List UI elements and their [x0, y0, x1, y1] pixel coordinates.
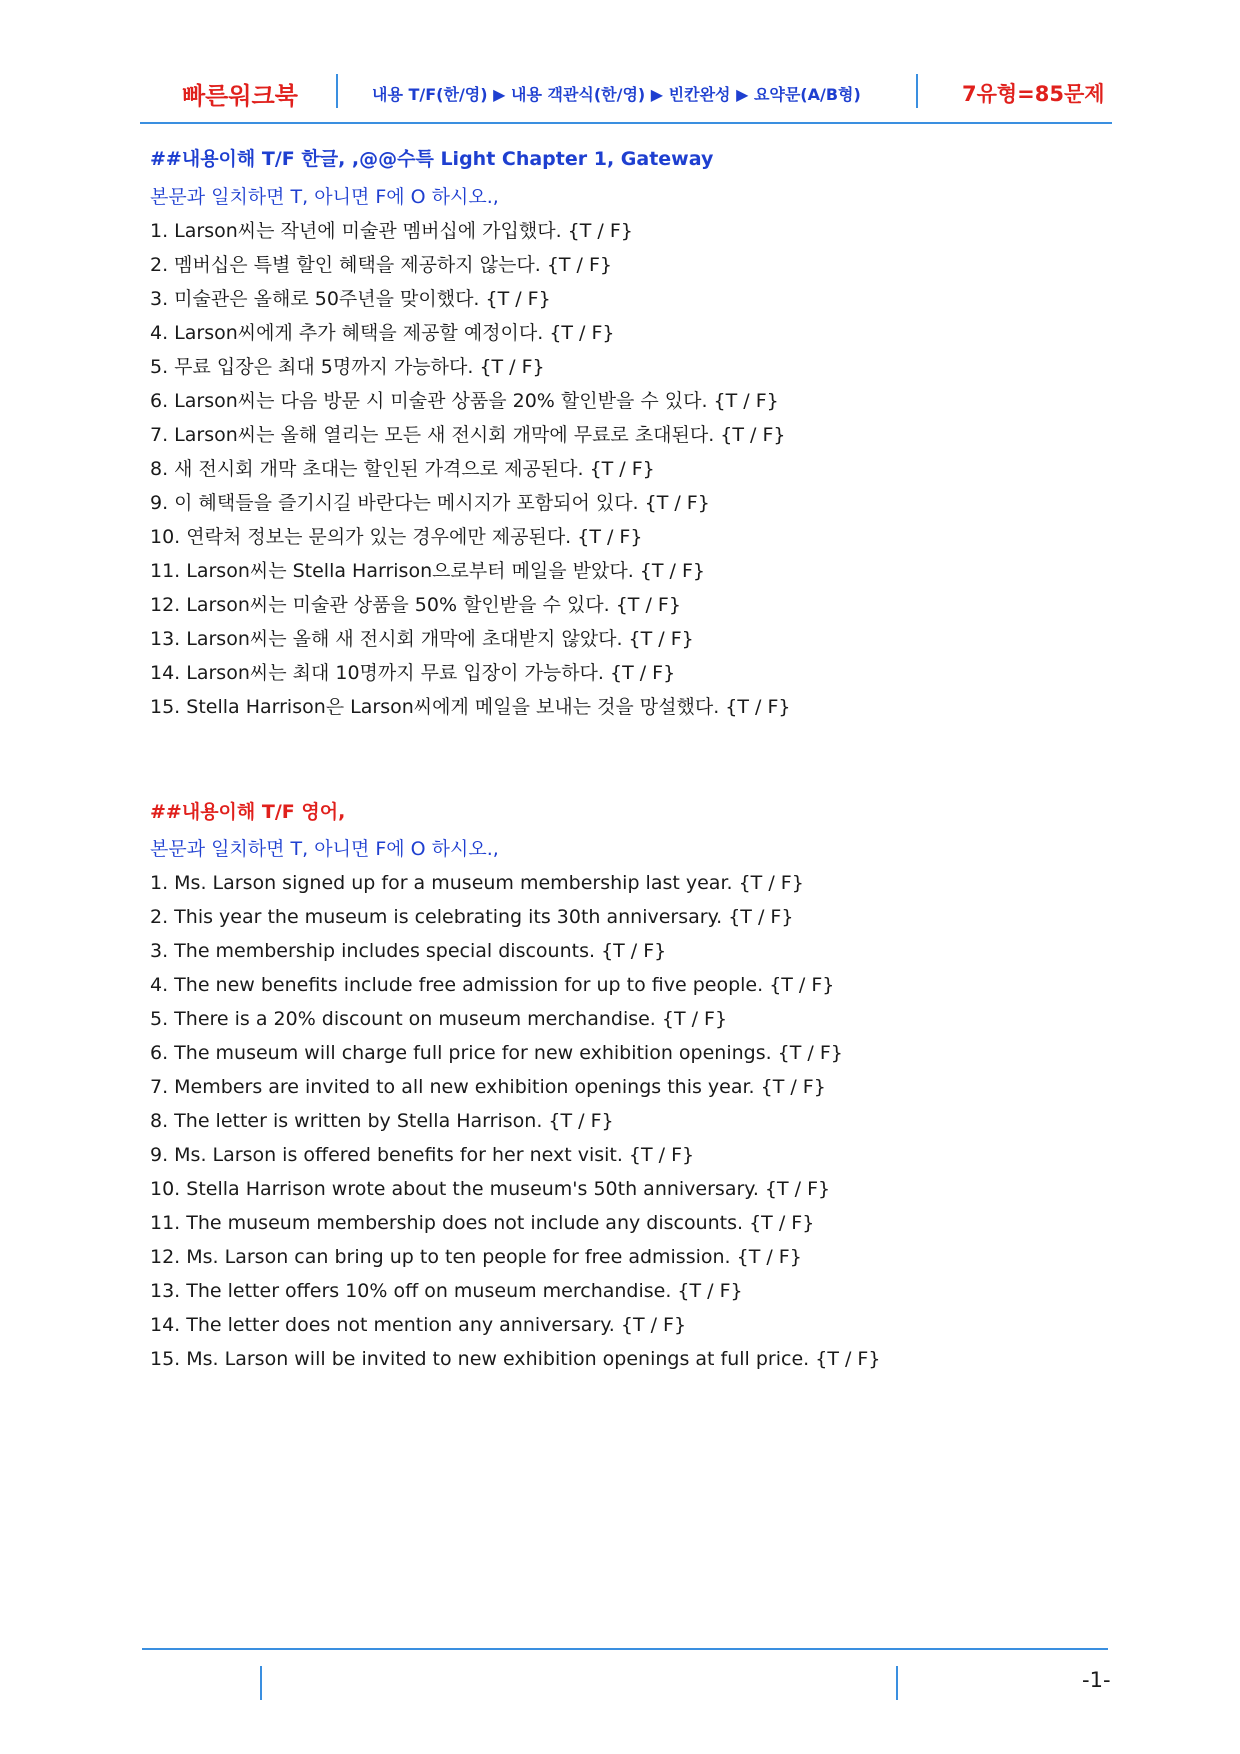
section-title-english: ##내용이해 T/F 영어, — [150, 801, 346, 823]
question-item: 5. 무료 입장은 최대 5명까지 가능하다. {T / F} — [150, 356, 545, 378]
question-item: 13. Larson씨는 올해 새 전시회 개막에 초대받지 않았다. {T / F} — [150, 628, 694, 650]
question-item: 13. The letter offers 10% off on museum merchandise. {T / F} — [150, 1280, 743, 1302]
header-divider-right — [916, 74, 918, 108]
question-item: 7. Members are invited to all new exhibition openings this year. {T / F} — [150, 1076, 826, 1098]
problem-count: 7유형=85문제 — [962, 82, 1105, 106]
workbook-steps: 내용 T/F(한/영) ▶ 내용 객관식(한/영) ▶ 빈칸완성 ▶ 요약문(A/B형) — [372, 85, 861, 104]
question-item: 6. The museum will charge full price for new exhibition openings. {T / F} — [150, 1042, 843, 1064]
question-item: 4. The new benefits include free admission for up to five people. {T / F} — [150, 974, 835, 996]
question-item: 8. 새 전시회 개막 초대는 할인된 가격으로 제공된다. {T / F} — [150, 458, 655, 480]
section-instruction-english: 본문과 일치하면 T, 아니면 F에 O 하시오., — [150, 838, 499, 860]
question-item: 11. The museum membership does not include any discounts. {T / F} — [150, 1212, 815, 1234]
question-item: 14. The letter does not mention any anniversary. {T / F} — [150, 1314, 687, 1336]
page-header — [140, 66, 1112, 124]
question-item: 1. Ms. Larson signed up for a museum membership last year. {T / F} — [150, 872, 804, 894]
question-item: 3. The membership includes special discounts. {T / F} — [150, 940, 667, 962]
question-item: 6. Larson씨는 다음 방문 시 미술관 상품을 20% 할인받을 수 있다. {T / F} — [150, 390, 779, 412]
question-item: 12. Larson씨는 미술관 상품을 50% 할인받을 수 있다. {T / F} — [150, 594, 681, 616]
footer-divider-right — [896, 1666, 898, 1700]
question-item: 10. Stella Harrison wrote about the museum's 50th anniversary. {T / F} — [150, 1178, 831, 1200]
question-item: 11. Larson씨는 Stella Harrison으로부터 메일을 받았다. {T / F} — [150, 560, 706, 582]
brand-title: 빠른워크북 — [182, 82, 298, 110]
footer-divider-left — [260, 1666, 262, 1700]
question-list-english — [150, 866, 880, 1376]
question-item: 5. There is a 20% discount on museum merchandise. {T / F} — [150, 1008, 728, 1030]
question-item: 10. 연락처 정보는 문의가 있는 경우에만 제공된다. {T / F} — [150, 526, 643, 548]
question-list-korean — [150, 214, 791, 724]
question-item: 7. Larson씨는 올해 열리는 모든 새 전시회 개막에 무료로 초대된다. {T / F} — [150, 424, 786, 446]
question-item: 1. Larson씨는 작년에 미술관 멤버십에 가입했다. {T / F} — [150, 220, 633, 242]
question-item: 9. 이 혜택들을 즐기시길 바란다는 메시지가 포함되어 있다. {T / F} — [150, 492, 710, 514]
question-item: 9. Ms. Larson is offered benefits for her next visit. {T / F} — [150, 1144, 695, 1166]
footer-rule — [142, 1648, 1108, 1650]
question-item: 2. This year the museum is celebrating its 30th anniversary. {T / F} — [150, 906, 794, 928]
question-item: 8. The letter is written by Stella Harrison. {T / F} — [150, 1110, 614, 1132]
question-item: 15. Ms. Larson will be invited to new exhibition openings at full price. {T / F} — [150, 1348, 881, 1370]
question-item: 4. Larson씨에게 추가 혜택을 제공할 예정이다. {T / F} — [150, 322, 615, 344]
question-item: 15. Stella Harrison은 Larson씨에게 메일을 보내는 것을 망설했다. {T / F} — [150, 696, 791, 718]
question-item: 12. Ms. Larson can bring up to ten people for free admission. {T / F} — [150, 1246, 802, 1268]
question-item: 3. 미술관은 올해로 50주년을 맞이했다. {T / F} — [150, 288, 551, 310]
header-divider-left — [336, 74, 338, 108]
question-item: 14. Larson씨는 최대 10명까지 무료 입장이 가능하다. {T / F} — [150, 662, 676, 684]
section-title-korean: ##내용이해 T/F 한글, ,@@수특 Light Chapter 1, Gateway — [150, 148, 714, 170]
section-instruction-korean: 본문과 일치하면 T, 아니면 F에 O 하시오., — [150, 186, 499, 208]
question-item: 2. 멤버십은 특별 할인 혜택을 제공하지 않는다. {T / F} — [150, 254, 613, 276]
page-number: -1- — [1082, 1668, 1111, 1692]
